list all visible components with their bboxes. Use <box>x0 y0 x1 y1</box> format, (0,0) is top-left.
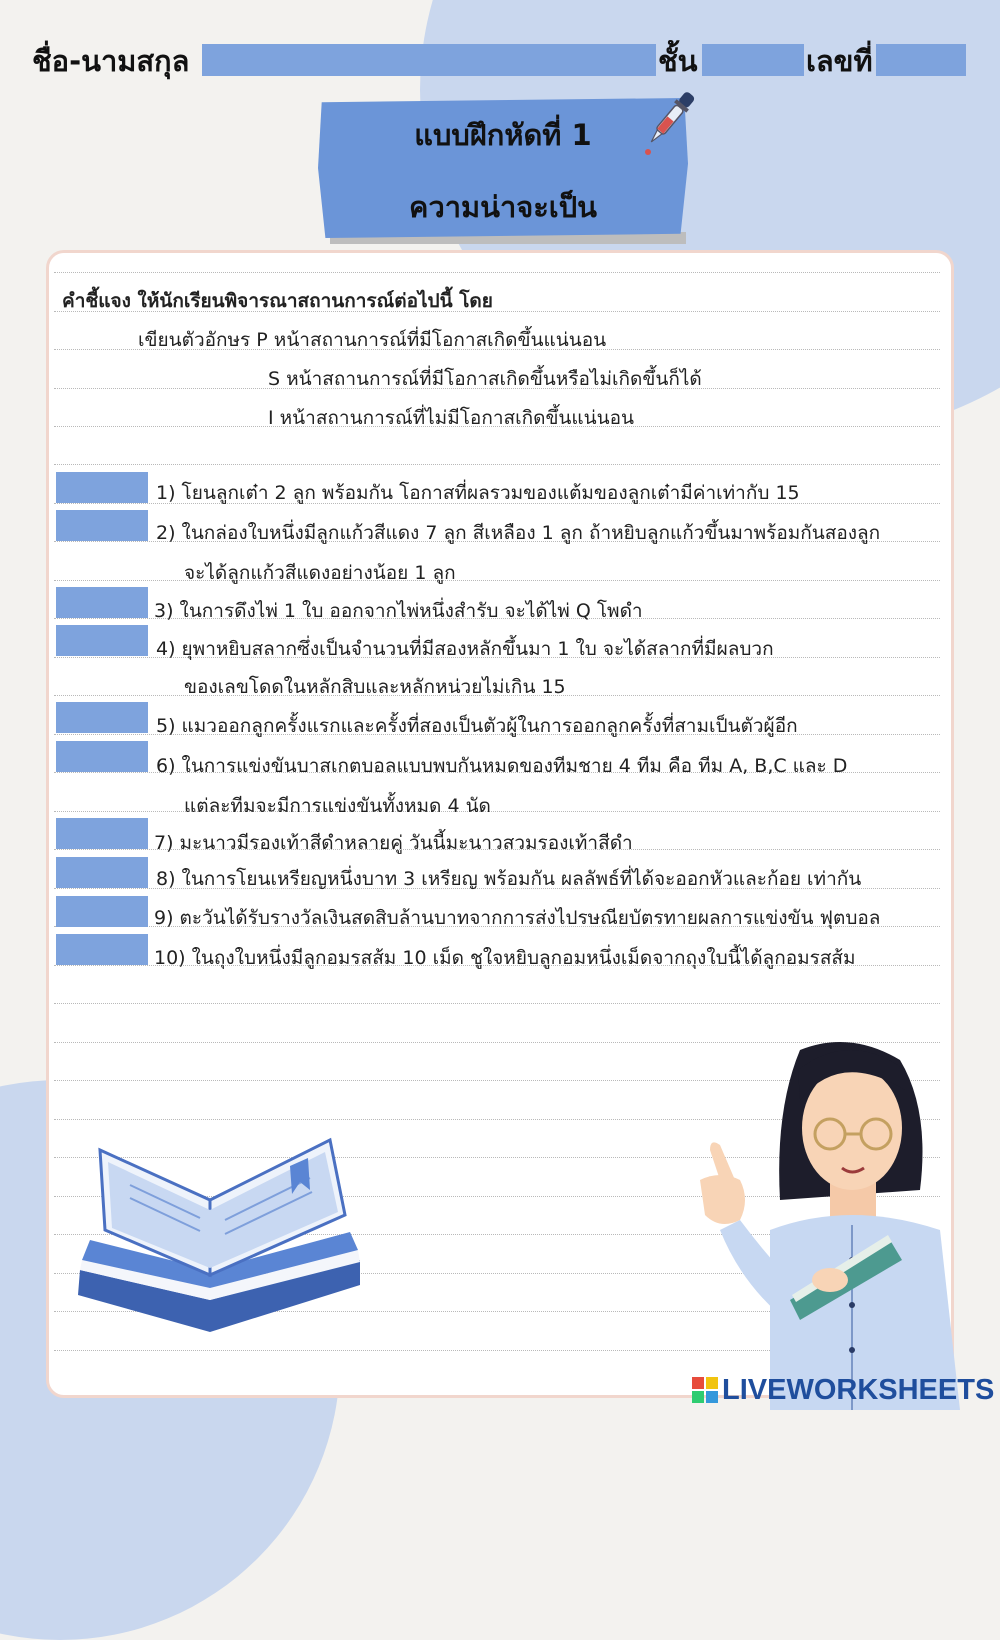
question-9: 9) ตะวันได้รับรางวัลเงินสดสิบล้านบาทจากการส่งไปรษณียบัตรทายผลการแข่งขัน ฟุตบอล <box>154 907 881 929</box>
name-label: ชื่อ-นามสกุล <box>32 44 190 78</box>
answer-field-10[interactable] <box>56 934 148 965</box>
instruction-i: I หน้าสถานการณ์ที่ไม่มีโอกาสเกิดขึ้นแน่นอน <box>268 407 635 429</box>
question-2-continued: จะได้ลูกแก้วสีแดงอย่างน้อย 1 ลูก <box>184 562 456 584</box>
question-5: 5) แมวออกลูกครั้งแรกและครั้งที่สองเป็นตัวผู้ในการออกลูกครั้งที่สามเป็นตัวผู้อีก <box>156 715 798 737</box>
answer-field-8[interactable] <box>56 857 148 888</box>
class-label: ชั้น <box>658 44 698 78</box>
instruction-s: S หน้าสถานการณ์ที่มีโอกาสเกิดขึ้นหรือไม่เกิดขึ้นก็ได้ <box>268 368 702 390</box>
ruled-line <box>54 1003 940 1004</box>
question-10: 10) ในถุงใบหนึ่งมีลูกอมรสส้ม 10 เม็ด ชูใจหยิบลูกอมหนึ่งเม็ดจากถุงใบนี้ได้ลูกอมรสส้ม <box>154 947 856 969</box>
answer-field-9[interactable] <box>56 896 148 927</box>
ruled-line <box>54 272 940 273</box>
name-field[interactable] <box>202 44 656 76</box>
question-7: 7) มะนาวมีรองเท้าสีดำหลายคู่ วันนี้มะนาวสวมรองเท้าสีดำ <box>154 832 633 854</box>
ruled-line <box>54 464 940 465</box>
question-4-continued: ของเลขโดดในหลักสิบและหลักหน่วยไม่เกิน 15 <box>184 676 566 698</box>
answer-field-1[interactable] <box>56 472 148 503</box>
question-2: 2) ในกล่องใบหนึ่งมีลูกแก้วสีแดง 7 ลูก สีเหลือง 1 ลูก ถ้าหยิบลูกแก้วขึ้นมาพร้อมกันสองลูก <box>156 522 881 544</box>
answer-field-3[interactable] <box>56 587 148 618</box>
answer-field-4[interactable] <box>56 625 148 656</box>
answer-field-2[interactable] <box>56 510 148 541</box>
question-8: 8) ในการโยนเหรียญหนึ่งบาท 3 เหรียญ พร้อมกัน ผลลัพธ์ที่ได้จะออกหัวและก้อย เท่ากัน <box>156 868 862 890</box>
instruction-p: เขียนตัวอักษร P หน้าสถานการณ์ที่มีโอกาสเกิดขึ้นแน่นอน <box>138 329 607 351</box>
question-6: 6) ในการแข่งขันบาสเกตบอลแบบพบกันหมดของทีมชาย 4 ทีม คือ ทีม A, B,C และ D <box>156 755 848 777</box>
teacher-illustration <box>680 1030 980 1410</box>
answer-field-5[interactable] <box>56 702 148 733</box>
class-field[interactable] <box>702 44 804 76</box>
question-4: 4) ยุพาหยิบสลากซึ่งเป็นจำนวนที่มีสองหลักขึ้นมา 1 ใบ จะได้สลากที่มีผลบวก <box>156 638 774 660</box>
dropper-icon <box>628 82 708 162</box>
number-field[interactable] <box>876 44 966 76</box>
question-1: 1) โยนลูกเต๋า 2 ลูก พร้อมกัน โอกาสที่ผลรวมของแต้มของลูกเต๋ามีค่าเท่ากับ 15 <box>156 482 800 504</box>
answer-field-6[interactable] <box>56 741 148 772</box>
question-3: 3) ในการดึงไพ่ 1 ใบ ออกจากไพ่หนึ่งสำรับ จะได้ไพ่ Q โพดำ <box>154 600 643 622</box>
title-line-2: ความน่าจะเป็น <box>409 190 597 224</box>
answer-field-7[interactable] <box>56 818 148 849</box>
number-label: เลขที่ <box>806 44 873 78</box>
title-line-1: แบบฝึกหัดที่ 1 <box>414 118 592 152</box>
brand-mark-icon <box>692 1377 718 1403</box>
brand-name: LIVEWORKSHEETS <box>722 1373 995 1406</box>
open-book-illustration <box>60 1110 390 1340</box>
question-6-continued: แต่ละทีมจะมีการแข่งขันทั้งหมด 4 นัด <box>184 795 491 817</box>
instructions-heading: คำชี้แจง ให้นักเรียนพิจารณาสถานการณ์ต่อไปนี้ โดย <box>62 290 493 312</box>
liveworksheets-logo <box>692 1373 995 1406</box>
